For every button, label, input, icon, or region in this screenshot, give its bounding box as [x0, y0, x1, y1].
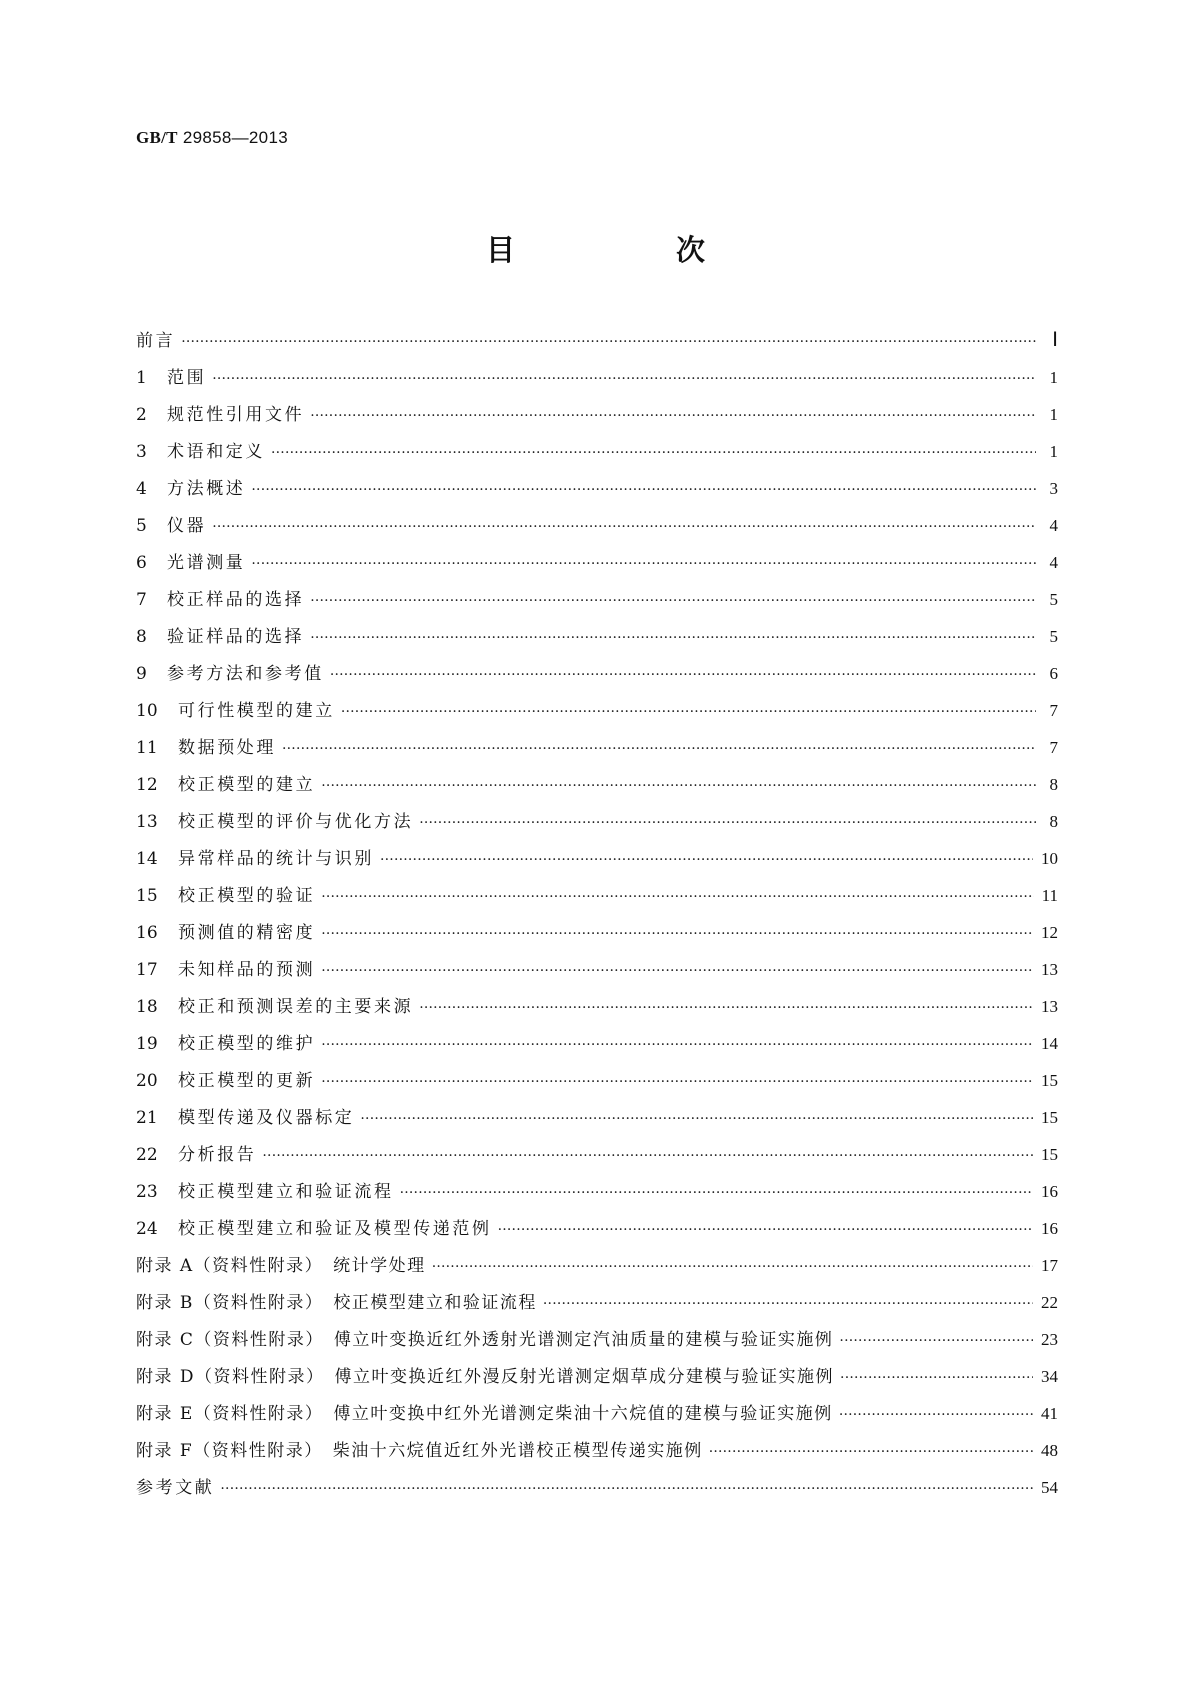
toc-entry-label: 范围 — [167, 368, 207, 388]
toc-entry[interactable] — [136, 1029, 1058, 1066]
toc-entry[interactable] — [136, 1251, 1058, 1288]
toc-dot-leader — [321, 889, 1033, 905]
toc-dot-leader — [419, 1000, 1033, 1016]
toc-entry-number: 18 — [136, 997, 158, 1017]
toc-entry-label: 校正模型的验证 — [178, 886, 316, 906]
toc-entry[interactable] — [136, 955, 1058, 992]
toc-entry[interactable] — [136, 622, 1058, 659]
toc-entry-page: 1 — [1049, 442, 1058, 461]
toc-entry[interactable] — [136, 992, 1058, 1029]
toc-entry[interactable] — [136, 585, 1058, 622]
toc-entry-label: 校正和预测误差的主要来源 — [178, 997, 414, 1017]
toc-entry-page: 48 — [1041, 1441, 1058, 1460]
toc-entry-page: 5 — [1049, 590, 1058, 609]
toc-dot-leader — [212, 371, 1036, 387]
toc-dot-leader — [321, 926, 1033, 942]
toc-entry-number: 9 — [136, 664, 147, 684]
toc-entry-number: 8 — [136, 627, 147, 647]
toc-entry-label: 光谱测量 — [167, 553, 246, 573]
toc-entry-label: 附录 C（资料性附录） 傅立叶变换近红外透射光谱测定汽油质量的建模与验证实施例 — [136, 1330, 834, 1350]
toc-entry[interactable] — [136, 807, 1058, 844]
toc-entry-number: 15 — [136, 886, 158, 906]
toc-entry-label: 数据预处理 — [178, 738, 276, 758]
toc-dot-leader — [321, 1074, 1033, 1090]
toc-entry-label: 校正模型的评价与优化方法 — [178, 812, 414, 832]
toc-dot-leader — [310, 630, 1036, 646]
toc-entry[interactable] — [136, 918, 1058, 955]
toc-entry-page: 10 — [1041, 849, 1058, 868]
toc-entry-page: 23 — [1041, 1330, 1058, 1349]
toc-entry[interactable] — [136, 1066, 1058, 1103]
toc-entry-number: 5 — [136, 516, 147, 536]
toc-entry-page: 4 — [1049, 553, 1058, 572]
toc-entry[interactable] — [136, 1399, 1058, 1436]
toc-entry-number: 16 — [136, 923, 158, 943]
toc-dot-leader — [212, 519, 1036, 535]
toc-entry-number: 11 — [136, 738, 158, 758]
toc-entry-page: 3 — [1049, 479, 1058, 498]
toc-entry-page: 4 — [1049, 516, 1058, 535]
toc-entry-page: Ⅰ — [1052, 329, 1058, 351]
toc-entry-number: 2 — [136, 405, 147, 425]
toc-entry-label: 分析报告 — [178, 1145, 257, 1165]
toc-entry[interactable] — [136, 363, 1058, 400]
toc-entry-page: 15 — [1041, 1145, 1058, 1164]
toc-dot-leader — [181, 334, 1036, 350]
toc-entry-page: 7 — [1049, 701, 1058, 720]
toc-entry-number: 1 — [136, 368, 147, 388]
toc-entry-label: 校正模型的更新 — [178, 1071, 316, 1091]
toc-dot-leader — [310, 408, 1036, 424]
toc-dot-leader — [310, 593, 1036, 609]
toc-entry-page: 15 — [1041, 1071, 1058, 1090]
toc-entry-label: 预测值的精密度 — [178, 923, 316, 943]
toc-dot-leader — [543, 1296, 1033, 1312]
toc-entry[interactable] — [136, 1214, 1058, 1251]
toc-entry[interactable] — [136, 1325, 1058, 1362]
toc-entry-page: 16 — [1041, 1182, 1058, 1201]
toc-entry-label: 校正模型的维护 — [178, 1034, 316, 1054]
toc-entry-page: 12 — [1041, 923, 1058, 942]
toc-dot-leader — [251, 482, 1036, 498]
toc-entry-page: 1 — [1049, 368, 1058, 387]
toc-entry-page: 1 — [1049, 405, 1058, 424]
toc-dot-leader — [380, 852, 1033, 868]
toc-entry-label: 方法概述 — [167, 479, 246, 499]
toc-entry-label: 校正模型的建立 — [178, 775, 316, 795]
toc-entry[interactable] — [136, 1436, 1058, 1473]
toc-dot-leader — [330, 667, 1036, 683]
toc-entry[interactable] — [136, 881, 1058, 918]
toc-dot-leader — [400, 1185, 1033, 1201]
toc-entry-page: 5 — [1049, 627, 1058, 646]
toc-entry[interactable] — [136, 437, 1058, 474]
toc-entry-number: 23 — [136, 1182, 158, 1202]
toc-dot-leader — [341, 704, 1036, 720]
toc-entry[interactable] — [136, 659, 1058, 696]
toc-dot-leader — [839, 1333, 1033, 1349]
toc-entry-number: 3 — [136, 442, 147, 462]
toc-entry-label: 仪器 — [167, 516, 207, 536]
toc-entry-page: 8 — [1049, 812, 1058, 831]
toc-entry-number: 14 — [136, 849, 158, 869]
standard-code: 29858—2013 — [182, 128, 288, 147]
toc-entry-number: 20 — [136, 1071, 158, 1091]
toc-entry-label: 术语和定义 — [167, 442, 265, 462]
toc-entry[interactable] — [136, 770, 1058, 807]
toc-dot-leader — [419, 815, 1036, 831]
toc-entry-label: 可行性模型的建立 — [178, 701, 335, 721]
page-title: 目 次 — [485, 233, 771, 267]
toc-entry-label: 模型传递及仪器标定 — [178, 1108, 355, 1128]
toc-entry-number: 19 — [136, 1034, 158, 1054]
toc-dot-leader — [840, 1370, 1033, 1386]
toc-dot-leader — [839, 1407, 1033, 1423]
toc-entry-label: 校正模型建立和验证流程 — [178, 1182, 394, 1202]
toc-entry-label: 规范性引用文件 — [167, 405, 305, 425]
toc-entry-label: 未知样品的预测 — [178, 960, 316, 980]
toc-entry[interactable] — [136, 548, 1058, 585]
toc-entry-label: 附录 E（资料性附录） 傅立叶变换中红外光谱测定柴油十六烷值的建模与验证实施例 — [136, 1404, 833, 1424]
toc-entry-number: 22 — [136, 1145, 158, 1165]
toc-dot-leader — [432, 1259, 1033, 1275]
toc-entry-number: 24 — [136, 1219, 158, 1239]
toc-dot-leader — [262, 1148, 1033, 1164]
toc-entry[interactable] — [136, 511, 1058, 548]
toc-entry-label: 前言 — [136, 331, 176, 351]
toc-entry-label: 校正模型建立和验证及模型传递范例 — [178, 1219, 492, 1239]
toc-entry-page: 8 — [1049, 775, 1058, 794]
toc-entry-number: 13 — [136, 812, 158, 832]
toc-entry-label: 附录 B（资料性附录） 校正模型建立和验证流程 — [136, 1293, 537, 1313]
toc-entry-number: 12 — [136, 775, 158, 795]
toc-entry-label: 附录 D（资料性附录） 傅立叶变换近红外漫反射光谱测定烟草成分建模与验证实施例 — [136, 1367, 835, 1387]
toc-entry[interactable] — [136, 1140, 1058, 1177]
toc-dot-leader — [709, 1444, 1033, 1460]
toc-entry-page: 7 — [1049, 738, 1058, 757]
table-of-contents — [136, 326, 1058, 1510]
toc-dot-leader — [360, 1111, 1033, 1127]
toc-entry-page: 22 — [1041, 1293, 1058, 1312]
toc-entry-label: 校正样品的选择 — [167, 590, 305, 610]
toc-entry[interactable] — [136, 844, 1058, 881]
toc-entry-page: 41 — [1041, 1404, 1058, 1423]
toc-entry[interactable] — [136, 1473, 1058, 1510]
toc-entry-page: 54 — [1041, 1478, 1058, 1497]
standard-number — [136, 128, 288, 148]
toc-entry-page: 34 — [1041, 1367, 1058, 1386]
toc-entry-label: 参考方法和参考值 — [167, 664, 324, 684]
toc-entry-label: 附录 F（资料性附录） 柴油十六烷值近红外光谱校正模型传递实施例 — [136, 1441, 703, 1461]
toc-dot-leader — [271, 445, 1036, 461]
toc-entry-label: 附录 A（资料性附录） 统计学处理 — [136, 1256, 426, 1276]
toc-entry-number: 17 — [136, 960, 158, 980]
toc-entry-number: 7 — [136, 590, 147, 610]
toc-entry[interactable] — [136, 474, 1058, 511]
toc-entry[interactable] — [136, 1177, 1058, 1214]
toc-entry-number: 10 — [136, 701, 158, 721]
toc-entry-page: 14 — [1041, 1034, 1058, 1053]
toc-entry-page: 15 — [1041, 1108, 1058, 1127]
toc-entry[interactable] — [136, 400, 1058, 437]
toc-entry[interactable] — [136, 1362, 1058, 1399]
toc-entry[interactable] — [136, 326, 1058, 363]
toc-entry-number: 4 — [136, 479, 147, 499]
toc-entry-number: 6 — [136, 553, 147, 573]
toc-dot-leader — [282, 741, 1036, 757]
toc-entry-page: 13 — [1041, 960, 1058, 979]
toc-dot-leader — [498, 1222, 1033, 1238]
toc-dot-leader — [321, 778, 1036, 794]
toc-entry[interactable] — [136, 733, 1058, 770]
toc-entry-label: 参考文献 — [136, 1478, 215, 1498]
toc-dot-leader — [321, 1037, 1033, 1053]
toc-entry-number: 21 — [136, 1108, 158, 1128]
toc-entry-label: 异常样品的统计与识别 — [178, 849, 374, 869]
toc-entry[interactable] — [136, 1288, 1058, 1325]
toc-entry-page: 6 — [1049, 664, 1058, 683]
toc-entry-page: 16 — [1041, 1219, 1058, 1238]
toc-dot-leader — [321, 963, 1033, 979]
toc-entry[interactable] — [136, 1103, 1058, 1140]
toc-dot-leader — [251, 556, 1036, 572]
toc-entry[interactable] — [136, 696, 1058, 733]
toc-dot-leader — [220, 1481, 1033, 1497]
toc-entry-page: 11 — [1041, 886, 1058, 905]
standard-prefix: GB/T — [136, 128, 178, 147]
toc-entry-page: 13 — [1041, 997, 1058, 1016]
toc-entry-page: 17 — [1041, 1256, 1058, 1275]
toc-entry-label: 验证样品的选择 — [167, 627, 305, 647]
